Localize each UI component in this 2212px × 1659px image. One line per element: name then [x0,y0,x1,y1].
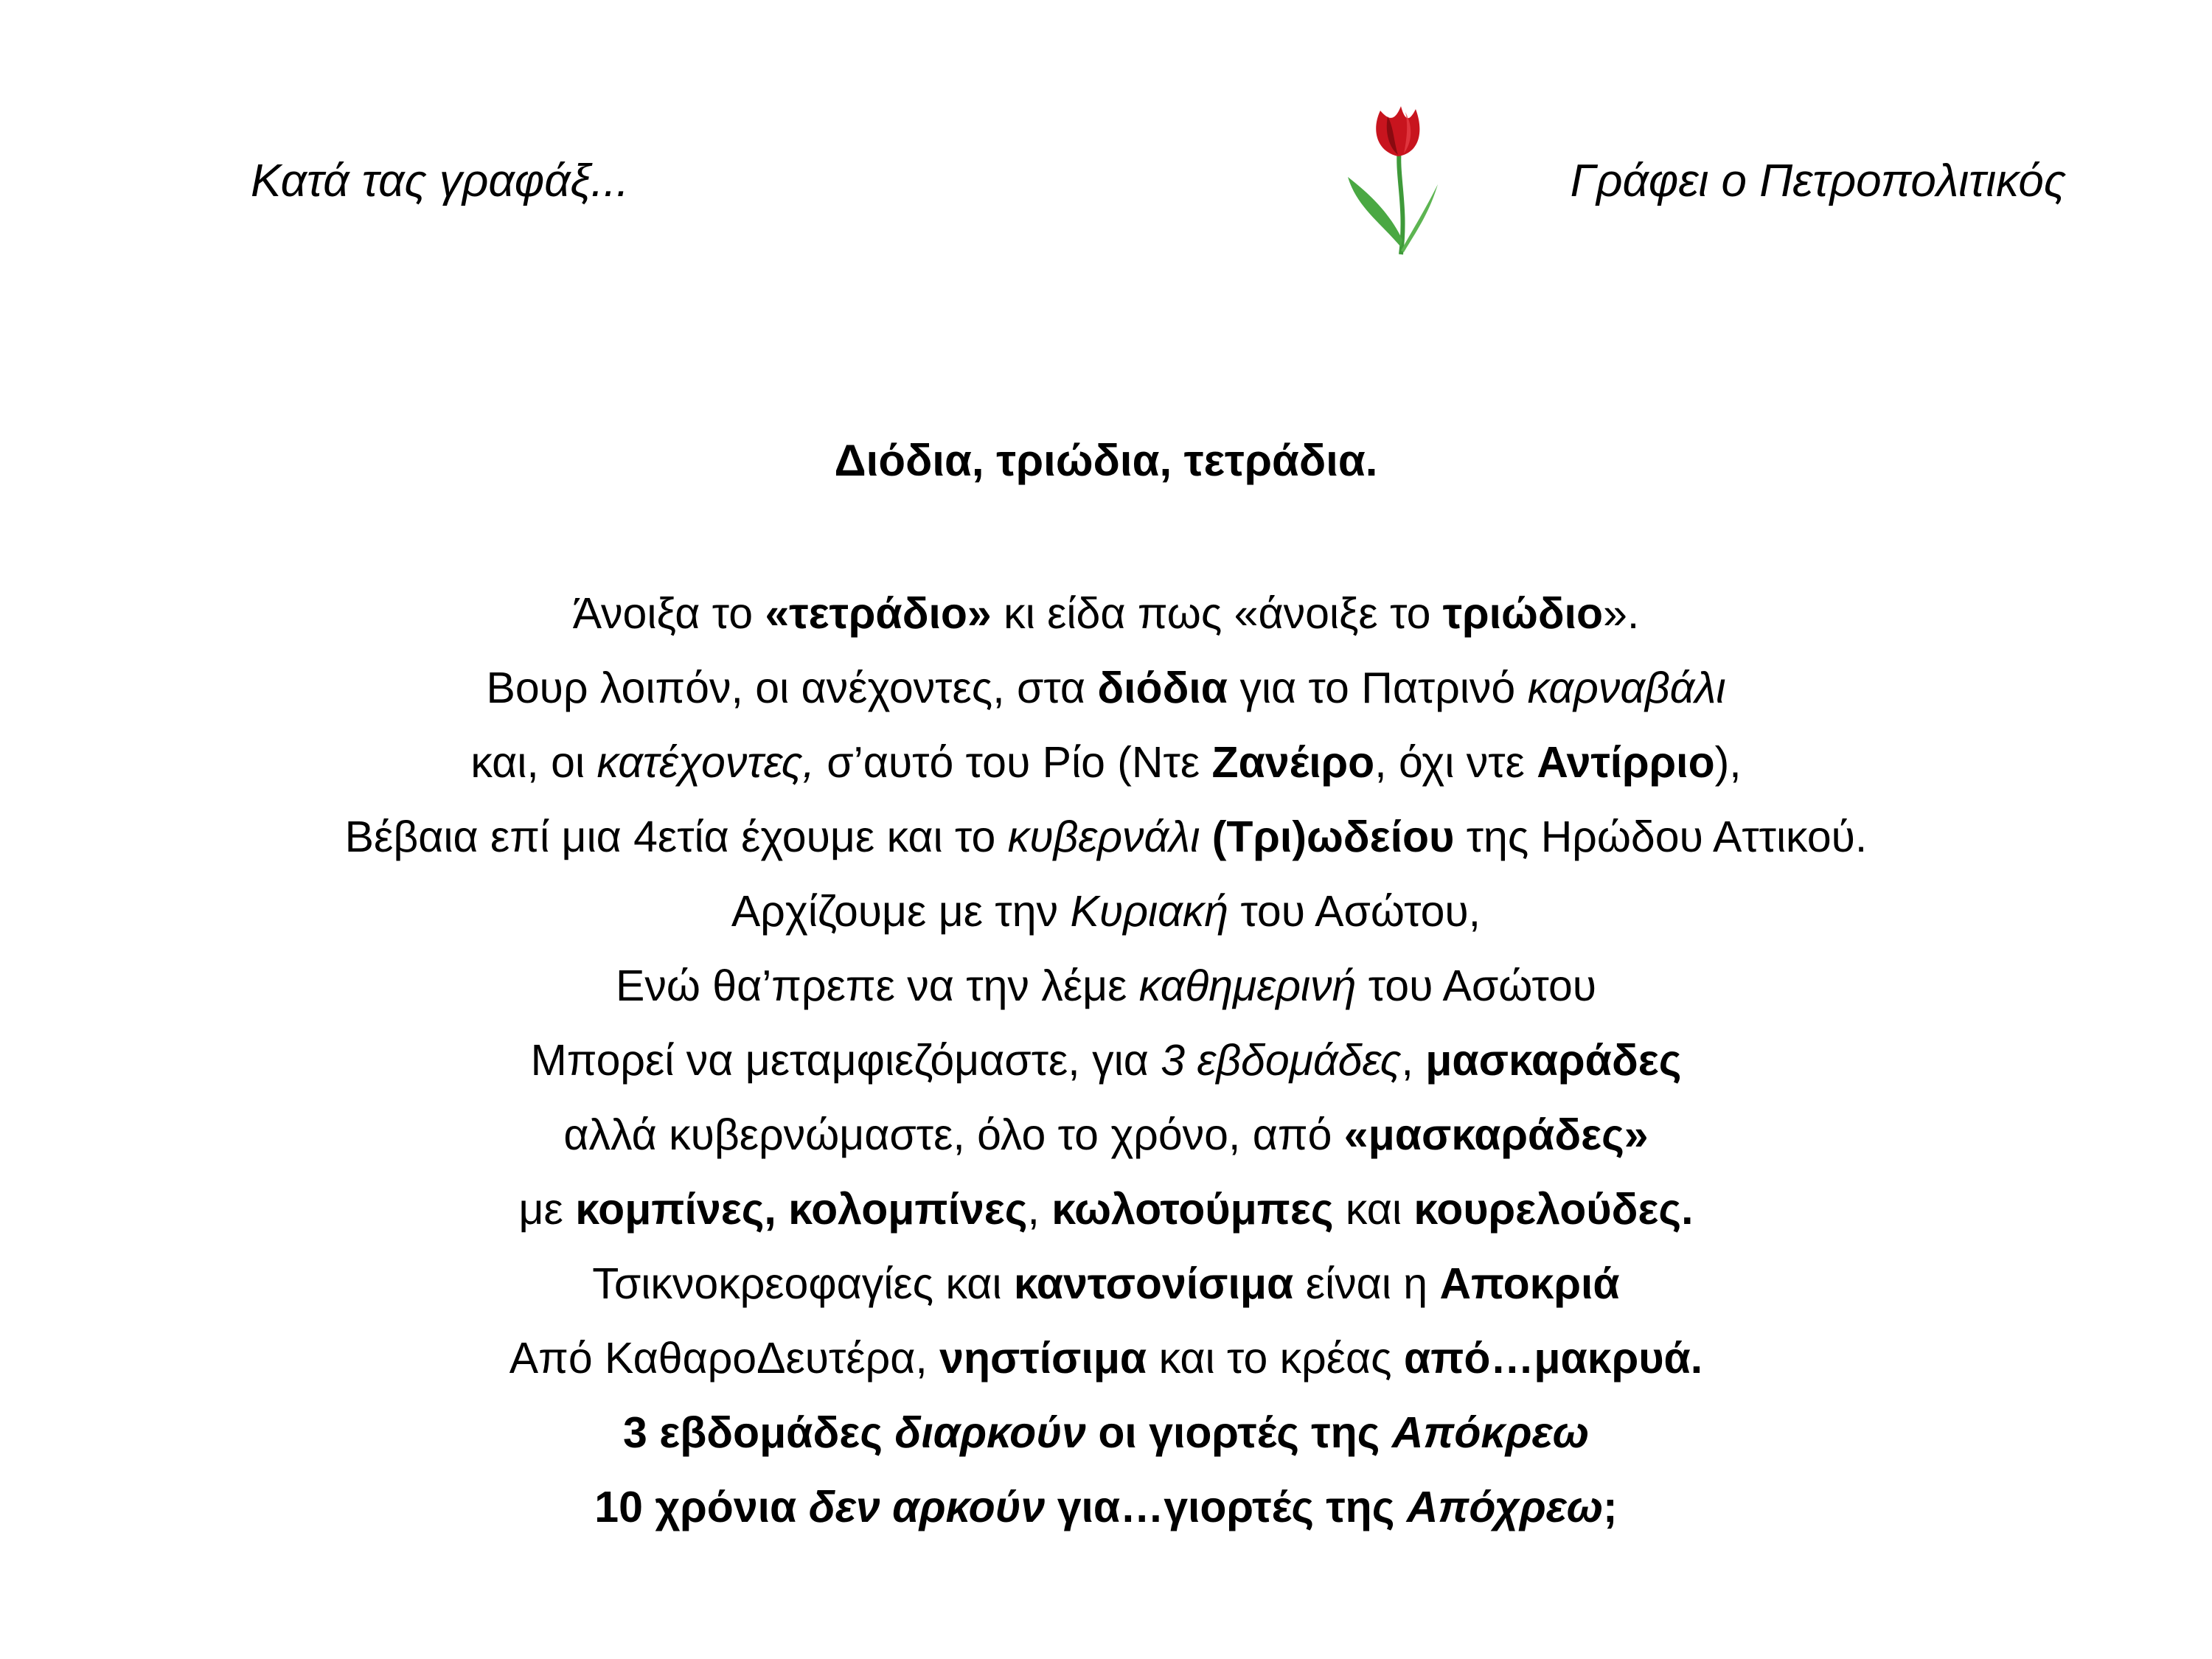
header-left-text: Κατά τας γραφάξ... [251,156,629,206]
tulip-icon [1342,96,1453,258]
poem-line: Μπορεί να μεταμφιεζόμαστε, για 3 εβδομάδες, μασκαράδες [530,1036,1682,1085]
poem-line: Τσικνοκρεοφαγίες και καντσονίσιμα είναι η Αποκριά [592,1259,1620,1308]
poem-line: 3 εβδομάδες διαρκούν οι γιορτές της Απόκρεω [623,1408,1589,1457]
poem-line: με κομπίνες, κολομπίνες, κωλοτούμπες και κουρελούδες. [518,1185,1694,1234]
poem-line: Βουρ λοιπόν, οι ανέχοντες, στα διόδια για το Πατρινό καρναβάλι [486,664,1726,712]
poem-line: Άνοιξα το «τετράδιο» κι είδα πως «άνοιξε το τριώδιο». [572,589,1640,638]
header-right-text: Γράφει ο Πετροπολιτικός [1570,156,2066,206]
poem-line: Αρχίζουμε με την Κυριακή του Ασώτου, [731,887,1481,936]
page-title: Διόδια, τριώδια, τετράδια. [834,436,1378,485]
poem-line: Βέβαια επί μια 4ετία έχουμε και το κυβερνάλι (Τρι)ωδείου της Ηρώδου Αττικού. [344,813,1868,861]
poem-line: 10 χρόνια δεν αρκούν για…γιορτές της Απόχρεω; [594,1483,1618,1531]
poem-line: Ενώ θα’πρεπε να την λέμε καθημερινή του Ασώτου [615,961,1597,1010]
poem-line: αλλά κυβερνώμαστε, όλο το χρόνο, από «μασκαράδες» [563,1110,1649,1159]
poem-line: και, οι κατέχοντες, σ’αυτό του Ρίο (Ντε Ζανέιρο, όχι ντε Αντίρριο), [470,738,1742,787]
poem-line: Από ΚαθαροΔευτέρα, νηστίσιμα και το κρέας από…μακρυά. [509,1334,1703,1382]
poem-body [0,577,2212,1545]
